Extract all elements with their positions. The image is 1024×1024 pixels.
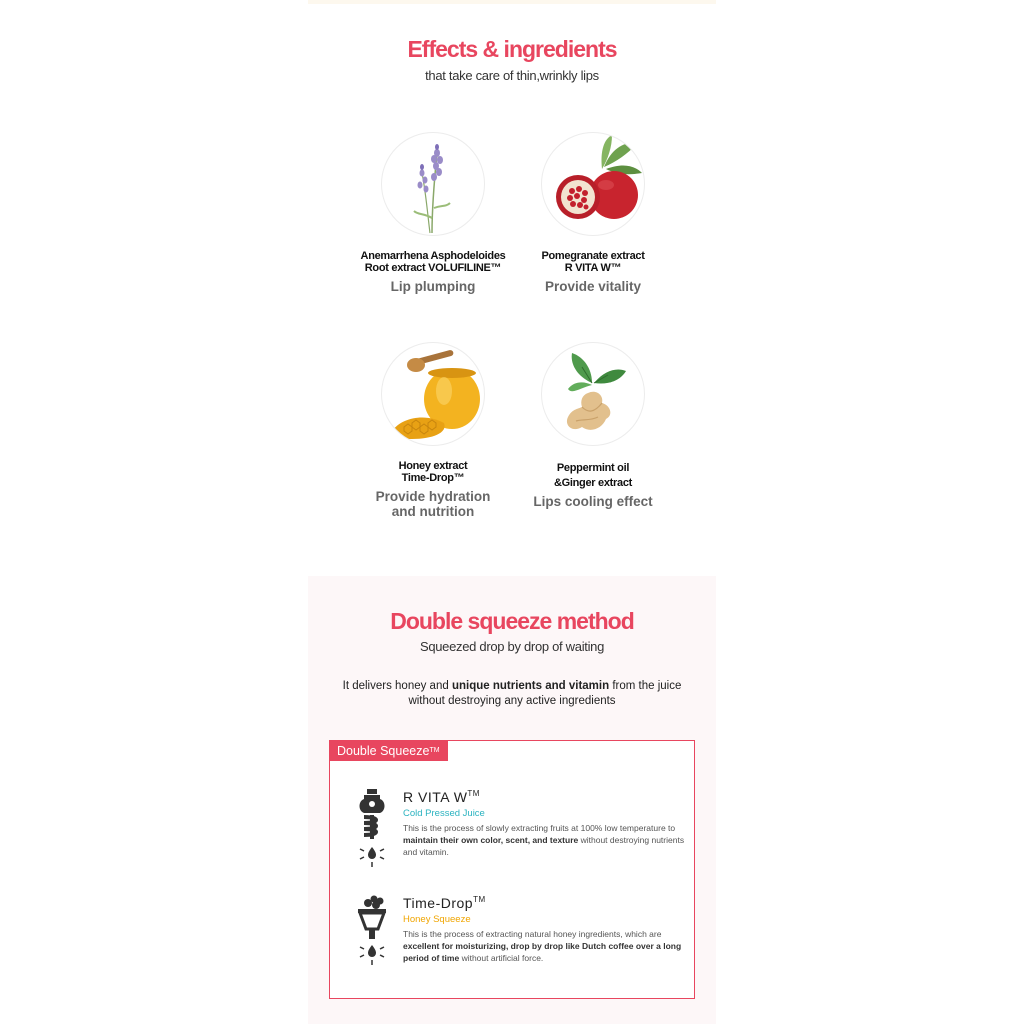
double-squeeze-box xyxy=(329,740,695,999)
ingredient-name: Root extract VOLUFILINE™ xyxy=(364,262,502,274)
method-description: This is the process of slowly extracting fruits at 100% low temperature to maintain their own color, scent, and texture without destroying nutrients and vitamin. xyxy=(403,823,685,857)
description xyxy=(308,679,716,709)
tab-label-text: Double Squeeze xyxy=(337,744,430,758)
ingredient-name: &Ginger extract xyxy=(553,477,633,489)
ingredient-effect: Provide hydration xyxy=(375,489,491,504)
ginger-mint-icon xyxy=(541,342,645,446)
effects-subtitle: that take care of thin,wrinkly lips xyxy=(425,68,599,83)
effects-title: Effects & ingredients xyxy=(407,36,617,62)
description-text: without destroying any active ingredients xyxy=(408,695,616,707)
ingredient-name: R VITA W™ xyxy=(564,262,622,274)
ingredient-card xyxy=(348,342,518,519)
pomegranate-icon xyxy=(541,132,645,236)
description-text: It delivers honey and xyxy=(342,680,452,692)
ingredient-effect: Provide vitality xyxy=(544,279,642,294)
ingredient-effect: Lips cooling effect xyxy=(533,494,653,509)
method-subtitle: Honey Squeeze xyxy=(403,914,471,925)
double-squeeze-subtitle: Squeezed drop by drop of waiting xyxy=(419,639,605,654)
effects-section xyxy=(308,0,716,560)
trademark: TM xyxy=(467,789,480,798)
ingredient-effect: Lip plumping xyxy=(390,279,476,294)
honey-icon xyxy=(381,342,485,446)
ingredient-card xyxy=(508,342,678,509)
description-text: from the juice xyxy=(609,680,682,692)
ingredient-name: Time-Drop™ xyxy=(401,472,465,484)
honey-squeeze-icon xyxy=(356,895,388,979)
double-squeeze-title: Double squeeze method xyxy=(390,608,634,634)
method-description: This is the process of extracting natural honey ingredients, which are excellent for moisturizing, drop by drop like Dutch coffee over a long period of time without artificial force. xyxy=(403,929,682,963)
double-squeeze-section xyxy=(308,576,716,1024)
ingredient-name: Pomegranate extract xyxy=(541,250,645,262)
trademark: TM xyxy=(473,895,486,904)
method-title: Time-Drop xyxy=(403,895,474,911)
lavender-icon xyxy=(381,132,485,236)
cold-press-icon xyxy=(356,789,388,873)
method-subtitle: Cold Pressed Juice xyxy=(403,808,485,819)
box-tab-label xyxy=(329,740,448,761)
ingredient-name: Honey extract xyxy=(398,460,468,472)
trademark: TM xyxy=(429,747,440,754)
ingredient-card xyxy=(348,132,518,294)
ingredient-name: Peppermint oil xyxy=(556,462,630,474)
ingredient-name: Anemarrhena Asphodeloides xyxy=(360,250,506,262)
method-title: R VITA W xyxy=(403,789,468,805)
ingredient-effect: and nutrition xyxy=(391,504,475,519)
description-highlight: unique nutrients and vitamin xyxy=(451,680,610,692)
ingredient-card xyxy=(508,132,678,294)
